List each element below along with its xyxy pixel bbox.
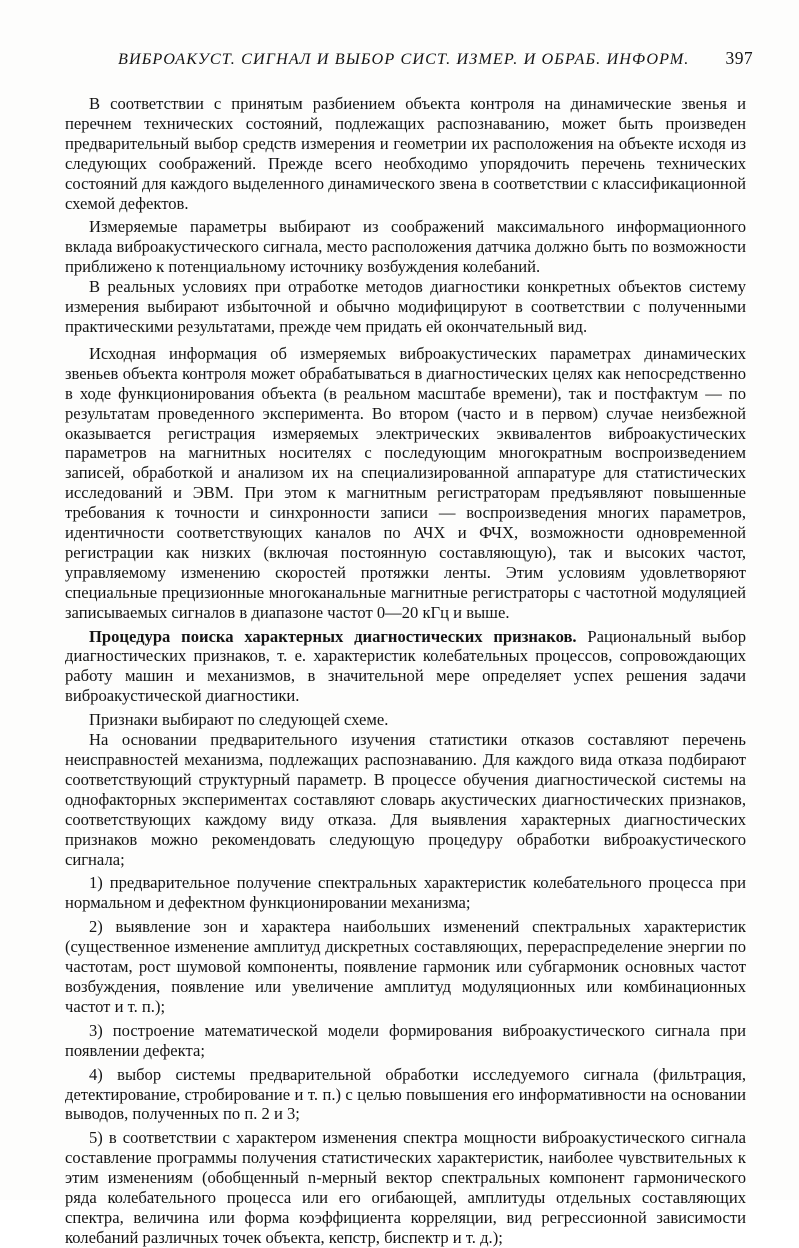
paragraph: Признаки выбирают по следующей схеме.	[89, 710, 389, 730]
list-item: 1) предварительное получение спектральных характеристик колебательного процесса при нормальном и дефектном функционировании механизма;	[65, 873, 746, 913]
paragraph: Измеряемые параметры выбирают из соображений максимального информационного вклада виброакустического сигнала, место расположения датчика должно быть по возможности приближено к потенциальному источнику возбуждения колебаний.	[65, 217, 746, 277]
paragraph: В соответствии с принятым разбиением объекта контроля на динамические звенья и перечнем технических состояний, подлежащих распознаванию, может быть произведен предварительный выбор средств измерения и геометрии их расположения на объекте исходя из следующих соображений. Прежде всего необходимо упорядочить перечень технических состояний для каждого выделенного динамического звена в соответствии с классификационной схемой дефектов.	[65, 94, 746, 213]
paragraph: На основании предварительного изучения статистики отказов составляют перечень неисправностей механизма, подлежащих распознаванию. Для каждого вида отказа подбирают соответствующий структурный параметр. В процессе обучения диагностической системы на однофакторных экспериментах составляют словарь акустических диагностических признаков, соответствующих каждому виду отказа. Для выявления характерных диагностических признаков можно рекомендовать следующую процедуру обработки виброакустического сигнала;	[65, 730, 746, 869]
list-item: 2) выявление зон и характера наибольших изменений спектральных характеристик (существенное изменение амплитуд дискретных составляющих, перераспределение энергии по частотам, рост шумовой компоненты, появление гармоник или субгармоник основных частот возбуждения, появление или увеличение амплитуд модуляционных или комбинационных частот и т. п.);	[65, 917, 746, 1016]
section-paragraph	[65, 627, 746, 707]
section-intro: Рациональный выбор диагностических признаков, т. е. характеристик колебательных процессов, сопровождающих работу машин и механизмов, в значительной мере определяет успех решения задачи виброакустической диагностики.	[65, 626, 746, 706]
body-text	[65, 94, 746, 1248]
paragraph: Исходная информация об измеряемых виброакустических параметрах динамических звеньев объекта контроля может обрабатываться в диагностических целях как непосредственно в ходе функционирования объекта (в реальном масштабе времени), так и постфактум — по результатам проведенного эксперимента. Во втором (часто и в первом) случае неизбежной оказывается регистрация измеряемых электрических эквивалентов виброакустических параметров на магнитных носителях с последующим многократным воспроизведением записей, обработкой и анализом их на специализированной аппаратуре для статистических исследований и ЭВМ. При этом к магнитным регистраторам предъявляют повышенные требования к точности и синхронности записи — воспроизведения многих параметров, идентичности соответствующих каналов по АЧХ и ФЧХ, возможности одновременной регистрации как низких (включая постоянную составляющую), так и высоких частот, управляемому изменению скоростей протяжки ленты. Этим условиям удовлетворяют специальные прецизионные многоканальные магнитные регистраторы с частотной модуляцией записываемых сигналов в диапазоне частот 0—20 кГц и выше.	[65, 343, 746, 622]
section-heading: Процедура поиска характерных диагностических признаков.	[89, 626, 577, 646]
list-item: 4) выбор системы предварительной обработки исследуемого сигнала (фильтрация, детектирование, стробирование и т. п.) с целью повышения его информативности на основании выводов, полученных по п. 2 и 3;	[65, 1064, 746, 1124]
page-number: 397	[725, 48, 753, 68]
list-item: 3) построение математической модели формирования виброакустического сигнала при появлении дефекта;	[65, 1020, 746, 1060]
list-item: 5) в соответствии с характером изменения спектра мощности виброакустического сигнала составление программы получения статистических характеристик, наиболее чувствительных к этим изменениям (обобщенный n-мерный вектор спектральных компонент гармонического ряда колебательного процесса или его огибающей, амплитуды отдельных составляющих спектра, величина или форма коэффициента корреляции, вид регрессионной зависимости колебаний различных точек объекта, кепстр, биспектр и т. д.);	[65, 1128, 746, 1247]
running-header	[108, 50, 753, 74]
paragraph: В реальных условиях при отработке методов диагностики конкретных объектов систему измерения выбирают избыточной и обычно модифицируют в соответствии с полученными практическими результатами, прежде чем придать ей окончательный вид.	[65, 277, 746, 336]
running-header-title: ВИБРОАКУСТ. СИГНАЛ И ВЫБОР СИСТ. ИЗМЕР. И ОБРАБ. ИНФОРМ.	[118, 50, 690, 68]
